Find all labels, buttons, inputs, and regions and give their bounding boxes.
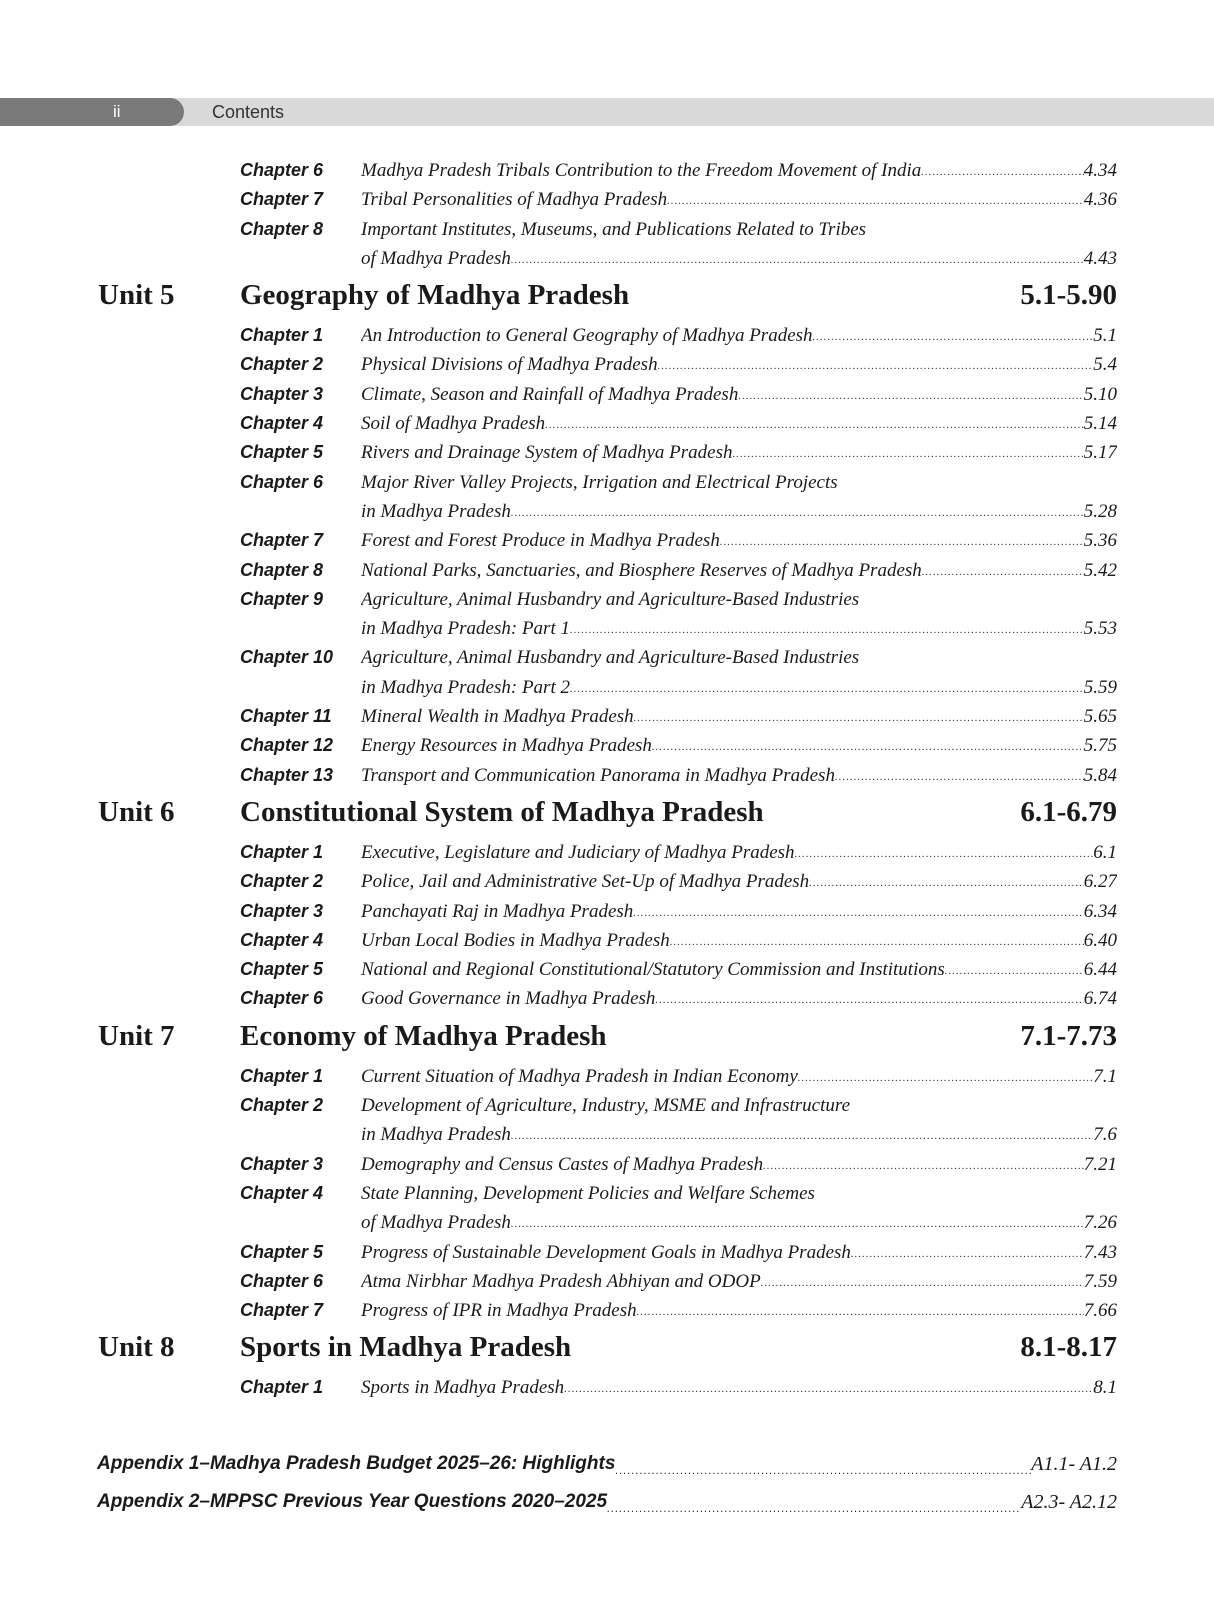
chapter-title bbox=[361, 560, 1117, 582]
chapter-page: 5.59 bbox=[1083, 676, 1117, 698]
unit-title: Constitutional System of Madhya Pradesh bbox=[240, 795, 764, 828]
chapter-entry[interactable] bbox=[0, 468, 1214, 497]
chapter-title-text: Energy Resources in Madhya Pradesh bbox=[361, 735, 652, 757]
chapter-entry-continuation bbox=[0, 1120, 1214, 1149]
chapter-label: Chapter 2 bbox=[240, 354, 324, 375]
unit-heading[interactable] bbox=[0, 277, 1214, 321]
chapter-label: Chapter 5 bbox=[240, 1241, 324, 1262]
chapter-label: Chapter 8 bbox=[240, 559, 324, 580]
chapter-title bbox=[361, 384, 1117, 406]
chapter-entry[interactable] bbox=[0, 350, 1214, 379]
chapter-title-text: State Planning, Development Policies and Welfare Schemes bbox=[361, 1182, 815, 1204]
unit-page-range: 6.1-6.79 bbox=[1020, 795, 1117, 828]
leader-dots bbox=[570, 683, 1084, 699]
leader-dots bbox=[851, 1248, 1084, 1264]
chapter-page: 6.74 bbox=[1083, 988, 1117, 1010]
chapter-title-text: National Parks, Sanctuaries, and Biosphere Reserves of Madhya Pradesh bbox=[361, 559, 922, 581]
unit-heading[interactable] bbox=[0, 1329, 1214, 1373]
chapter-title-text: Urban Local Bodies in Madhya Pradesh bbox=[361, 929, 670, 951]
chapter-title bbox=[361, 413, 1117, 435]
chapter-page: 7.6 bbox=[1093, 1124, 1117, 1146]
chapter-title-text: Demography and Census Castes of Madhya Pradesh bbox=[361, 1153, 764, 1175]
chapter-title bbox=[361, 647, 1117, 669]
leader-dots bbox=[922, 566, 1084, 582]
chapter-entry[interactable] bbox=[0, 984, 1214, 1013]
leader-dots bbox=[738, 390, 1083, 406]
appendix-page: A2.3- A2.12 bbox=[1021, 1491, 1117, 1513]
chapter-title-text: of Madhya Pradesh bbox=[361, 1212, 511, 1234]
leader-dots bbox=[809, 877, 1084, 893]
unit-page-range: 8.1-8.17 bbox=[1020, 1331, 1117, 1364]
chapter-label: Chapter 2 bbox=[240, 1095, 324, 1116]
chapter-page: 5.1 bbox=[1093, 325, 1117, 347]
unit-title: Geography of Madhya Pradesh bbox=[240, 279, 630, 312]
chapter-entry[interactable] bbox=[0, 955, 1214, 984]
chapter-page: 6.40 bbox=[1083, 929, 1117, 951]
chapter-entry[interactable] bbox=[0, 409, 1214, 438]
chapter-title bbox=[361, 871, 1117, 893]
unit-title: Sports in Madhya Pradesh bbox=[240, 1331, 572, 1364]
chapter-page: 6.27 bbox=[1083, 871, 1117, 893]
table-of-contents bbox=[0, 156, 1214, 1403]
unit-title: Economy of Madhya Pradesh bbox=[240, 1019, 607, 1052]
chapter-title-text: Rivers and Drainage System of Madhya Pradesh bbox=[361, 442, 733, 464]
chapter-entry[interactable] bbox=[0, 1062, 1214, 1091]
chapter-entry[interactable] bbox=[0, 1238, 1214, 1267]
leader-dots bbox=[835, 771, 1084, 787]
chapter-title-text: Major River Valley Projects, Irrigation and Electrical Projects bbox=[361, 471, 838, 493]
chapter-entry-continuation bbox=[0, 244, 1214, 273]
chapter-title bbox=[361, 1300, 1117, 1322]
chapter-page: 7.43 bbox=[1083, 1241, 1117, 1263]
leader-dots bbox=[637, 1306, 1084, 1322]
chapter-label: Chapter 3 bbox=[240, 383, 324, 404]
chapter-title bbox=[361, 1154, 1117, 1176]
leader-dots bbox=[720, 536, 1084, 552]
unit-label: Unit 6 bbox=[98, 795, 175, 828]
leader-dots bbox=[667, 195, 1084, 211]
leader-dots bbox=[658, 360, 1094, 376]
chapter-label: Chapter 7 bbox=[240, 1300, 324, 1321]
chapter-label: Chapter 4 bbox=[240, 1182, 324, 1203]
chapter-entry[interactable] bbox=[0, 1091, 1214, 1120]
unit-page-range: 5.1-5.90 bbox=[1020, 279, 1117, 312]
leader-dots bbox=[564, 1383, 1093, 1399]
leader-dots bbox=[652, 741, 1084, 757]
appendix-page: A1.1- A1.2 bbox=[1031, 1453, 1117, 1475]
chapter-label: Chapter 5 bbox=[240, 959, 324, 980]
chapter-title-text: Progress of Sustainable Development Goals in Madhya Pradesh bbox=[361, 1241, 851, 1263]
unit-label: Unit 7 bbox=[98, 1019, 175, 1052]
chapter-label: Chapter 3 bbox=[240, 900, 324, 921]
leader-dots bbox=[634, 712, 1084, 728]
chapter-page: 5.53 bbox=[1083, 618, 1117, 640]
appendix-1-entry[interactable] bbox=[97, 1453, 1117, 1483]
chapter-page: 5.4 bbox=[1093, 354, 1117, 376]
chapter-title-text: An Introduction to General Geography of Madhya Pradesh bbox=[361, 325, 813, 347]
chapter-title bbox=[361, 1271, 1117, 1293]
leader-dots bbox=[813, 331, 1094, 347]
chapter-page: 6.1 bbox=[1093, 841, 1117, 863]
chapter-title-text: Forest and Forest Produce in Madhya Pradesh bbox=[361, 530, 720, 552]
chapter-title bbox=[361, 530, 1117, 552]
leader-dots bbox=[511, 507, 1084, 523]
chapter-title bbox=[361, 618, 1117, 640]
chapter-entry-continuation bbox=[0, 497, 1214, 526]
chapter-title bbox=[361, 1212, 1117, 1234]
leader-dots bbox=[511, 254, 1084, 270]
running-header bbox=[0, 98, 1214, 126]
leader-dots bbox=[570, 624, 1084, 640]
chapter-entry[interactable] bbox=[0, 585, 1214, 614]
chapter-page: 5.36 bbox=[1083, 530, 1117, 552]
chapter-page: 5.14 bbox=[1083, 413, 1117, 435]
chapter-title bbox=[361, 325, 1117, 347]
chapter-title-text: in Madhya Pradesh: Part 2 bbox=[361, 676, 570, 698]
chapter-entry[interactable] bbox=[0, 1179, 1214, 1208]
leader-dots bbox=[511, 1130, 1093, 1146]
chapter-entry[interactable] bbox=[0, 321, 1214, 350]
chapter-entry[interactable] bbox=[0, 731, 1214, 760]
chapter-title bbox=[361, 1242, 1117, 1264]
chapter-title bbox=[361, 842, 1117, 864]
chapter-label: Chapter 6 bbox=[240, 1270, 324, 1291]
header-title: Contents bbox=[212, 102, 285, 122]
page-number: ii bbox=[0, 98, 184, 126]
chapter-title-text: Good Governance in Madhya Pradesh bbox=[361, 988, 656, 1010]
chapter-entry[interactable] bbox=[0, 838, 1214, 867]
chapter-title bbox=[361, 248, 1117, 270]
leader-dots bbox=[945, 965, 1084, 981]
chapter-entry[interactable] bbox=[0, 1150, 1214, 1179]
chapter-label: Chapter 4 bbox=[240, 413, 324, 434]
chapter-title-text: in Madhya Pradesh bbox=[361, 500, 511, 522]
chapter-title-text: in Madhya Pradesh bbox=[361, 1124, 511, 1146]
appendix-title: Appendix 2–MPPSC Previous Year Questions 2020–2025 bbox=[97, 1491, 608, 1512]
chapter-entry[interactable] bbox=[0, 897, 1214, 926]
chapter-title-text: Mineral Wealth in Madhya Pradesh bbox=[361, 706, 634, 728]
unit-label: Unit 8 bbox=[98, 1331, 175, 1364]
chapter-label: Chapter 13 bbox=[240, 764, 334, 785]
appendix-title: Appendix 1–Madhya Pradesh Budget 2025–26: Highlights bbox=[97, 1453, 616, 1474]
chapter-entry[interactable] bbox=[0, 702, 1214, 731]
chapter-title-text: National and Regional Constitutional/Statutory Commission and Institutions bbox=[361, 959, 945, 981]
leader-dots bbox=[798, 1072, 1093, 1088]
chapter-page: 5.65 bbox=[1083, 706, 1117, 728]
chapter-entry[interactable] bbox=[0, 926, 1214, 955]
leader-dots bbox=[921, 166, 1083, 182]
chapter-page: 7.26 bbox=[1083, 1212, 1117, 1234]
chapter-label: Chapter 10 bbox=[240, 647, 334, 668]
chapter-title-text: Executive, Legislature and Judiciary of Madhya Pradesh bbox=[361, 841, 795, 863]
chapter-entry[interactable] bbox=[0, 556, 1214, 585]
chapter-title bbox=[361, 1183, 1117, 1205]
chapter-label: Chapter 2 bbox=[240, 871, 324, 892]
chapter-page: 5.84 bbox=[1083, 764, 1117, 786]
appendix-2-entry[interactable] bbox=[97, 1491, 1117, 1521]
chapter-title-text: Madhya Pradesh Tribals Contribution to the Freedom Movement of India bbox=[361, 160, 922, 181]
chapter-label: Chapter 3 bbox=[240, 1153, 324, 1174]
chapter-title-text: Soil of Madhya Pradesh bbox=[361, 413, 546, 435]
leader-dots bbox=[763, 1160, 1084, 1176]
chapter-page: 4.34 bbox=[1083, 160, 1117, 181]
leader-dots bbox=[633, 907, 1083, 923]
chapter-title-text: Transport and Communication Panorama in Madhya Pradesh bbox=[361, 764, 835, 786]
chapter-label: Chapter 7 bbox=[240, 189, 324, 210]
chapter-entry[interactable] bbox=[0, 1373, 1214, 1402]
chapter-title bbox=[361, 706, 1117, 728]
chapter-title bbox=[361, 354, 1117, 376]
chapter-title bbox=[361, 988, 1117, 1010]
chapter-title bbox=[361, 501, 1117, 523]
unit-page-range: 7.1-7.73 bbox=[1020, 1019, 1117, 1052]
chapter-entry[interactable] bbox=[0, 643, 1214, 672]
chapter-title-text: Important Institutes, Museums, and Publications Related to Tribes bbox=[361, 218, 867, 240]
chapter-page: 4.43 bbox=[1083, 247, 1117, 269]
leader-dots bbox=[670, 936, 1084, 952]
chapter-label: Chapter 11 bbox=[240, 706, 332, 727]
chapter-label: Chapter 9 bbox=[240, 588, 324, 609]
chapter-page: 6.34 bbox=[1083, 900, 1117, 922]
leader-dots bbox=[761, 1277, 1084, 1293]
chapter-title-text: Climate, Season and Rainfall of Madhya Pradesh bbox=[361, 383, 739, 405]
chapter-label: Chapter 12 bbox=[240, 735, 334, 756]
leader-dots bbox=[545, 419, 1084, 435]
chapter-entry[interactable] bbox=[0, 215, 1214, 244]
chapter-label: Chapter 1 bbox=[240, 841, 324, 862]
chapter-title bbox=[361, 735, 1117, 757]
chapter-page: 5.42 bbox=[1083, 559, 1117, 581]
chapter-entry[interactable] bbox=[0, 380, 1214, 409]
chapter-page: 5.28 bbox=[1083, 500, 1117, 522]
chapter-title bbox=[361, 442, 1117, 464]
chapter-label: Chapter 1 bbox=[240, 1065, 324, 1086]
chapter-title bbox=[361, 901, 1117, 923]
chapter-label: Chapter 5 bbox=[240, 442, 324, 463]
chapter-title bbox=[361, 160, 1117, 182]
unit-heading[interactable] bbox=[0, 1018, 1214, 1062]
leader-dots bbox=[655, 994, 1083, 1010]
chapter-page: 4.36 bbox=[1083, 189, 1117, 211]
chapter-title-text: Atma Nirbhar Madhya Pradesh Abhiyan and ODOP bbox=[361, 1270, 761, 1292]
unit-heading[interactable] bbox=[0, 794, 1214, 838]
leader-dots bbox=[607, 1503, 1021, 1521]
chapter-entry[interactable] bbox=[0, 156, 1214, 185]
chapter-title bbox=[361, 1095, 1117, 1117]
chapter-entry-continuation bbox=[0, 673, 1214, 702]
chapter-page: 5.75 bbox=[1083, 735, 1117, 757]
chapter-title-text: in Madhya Pradesh: Part 1 bbox=[361, 618, 570, 640]
chapter-title-text: Progress of IPR in Madhya Pradesh bbox=[361, 1300, 637, 1322]
chapter-title bbox=[361, 472, 1117, 494]
chapter-label: Chapter 6 bbox=[240, 160, 324, 180]
chapter-title-text: Agriculture, Animal Husbandry and Agriculture-Based Industries bbox=[361, 588, 860, 610]
chapter-title bbox=[361, 959, 1117, 981]
chapter-title bbox=[361, 930, 1117, 952]
leader-dots bbox=[511, 1218, 1084, 1234]
leader-dots bbox=[733, 448, 1084, 464]
chapter-page: 8.1 bbox=[1093, 1377, 1117, 1399]
chapter-entry-continuation bbox=[0, 1208, 1214, 1237]
chapter-page: 5.17 bbox=[1083, 442, 1117, 464]
chapter-entry[interactable] bbox=[0, 1267, 1214, 1296]
chapter-title-text: Tribal Personalities of Madhya Pradesh bbox=[361, 189, 668, 211]
chapter-title bbox=[361, 1124, 1117, 1146]
chapter-title-text: of Madhya Pradesh bbox=[361, 247, 511, 269]
chapter-label: Chapter 4 bbox=[240, 929, 324, 950]
chapter-title bbox=[361, 589, 1117, 611]
chapter-entry[interactable] bbox=[0, 761, 1214, 790]
chapter-title bbox=[361, 765, 1117, 787]
chapter-page: 7.1 bbox=[1093, 1065, 1117, 1087]
chapter-label: Chapter 6 bbox=[240, 471, 324, 492]
chapter-entry-continuation bbox=[0, 614, 1214, 643]
leader-dots bbox=[795, 848, 1094, 864]
chapter-title-text: Development of Agriculture, Industry, MSME and Infrastructure bbox=[361, 1095, 850, 1117]
chapter-label: Chapter 6 bbox=[240, 988, 324, 1009]
chapter-title bbox=[361, 1377, 1117, 1399]
chapter-entry[interactable] bbox=[0, 438, 1214, 467]
chapter-label: Chapter 1 bbox=[240, 325, 324, 346]
chapter-label: Chapter 8 bbox=[240, 218, 324, 239]
chapter-title bbox=[361, 1066, 1117, 1088]
chapter-entry[interactable] bbox=[0, 185, 1214, 214]
chapter-title-text: Current Situation of Madhya Pradesh in Indian Economy bbox=[361, 1065, 798, 1087]
chapter-page: 5.10 bbox=[1083, 383, 1117, 405]
chapter-title-text: Panchayati Raj in Madhya Pradesh bbox=[361, 900, 634, 922]
chapter-entry[interactable] bbox=[0, 1296, 1214, 1325]
chapter-page: 7.21 bbox=[1083, 1153, 1117, 1175]
chapter-title bbox=[361, 677, 1117, 699]
chapter-title-text: Police, Jail and Administrative Set-Up of Madhya Pradesh bbox=[361, 871, 810, 893]
chapter-label: Chapter 7 bbox=[240, 530, 324, 551]
chapter-title-text: Physical Divisions of Madhya Pradesh bbox=[361, 354, 658, 376]
leader-dots bbox=[615, 1465, 1031, 1483]
chapter-entry[interactable] bbox=[0, 526, 1214, 555]
chapter-title bbox=[361, 189, 1117, 211]
unit-label: Unit 5 bbox=[98, 279, 175, 312]
chapter-title-text: Sports in Madhya Pradesh bbox=[361, 1377, 565, 1399]
chapter-page: 6.44 bbox=[1083, 959, 1117, 981]
chapter-title bbox=[361, 219, 1117, 241]
chapter-page: 7.66 bbox=[1083, 1300, 1117, 1322]
chapter-page: 7.59 bbox=[1083, 1270, 1117, 1292]
chapter-title-text: Agriculture, Animal Husbandry and Agriculture-Based Industries bbox=[361, 647, 860, 669]
chapter-label: Chapter 1 bbox=[240, 1377, 324, 1398]
chapter-entry[interactable] bbox=[0, 867, 1214, 896]
